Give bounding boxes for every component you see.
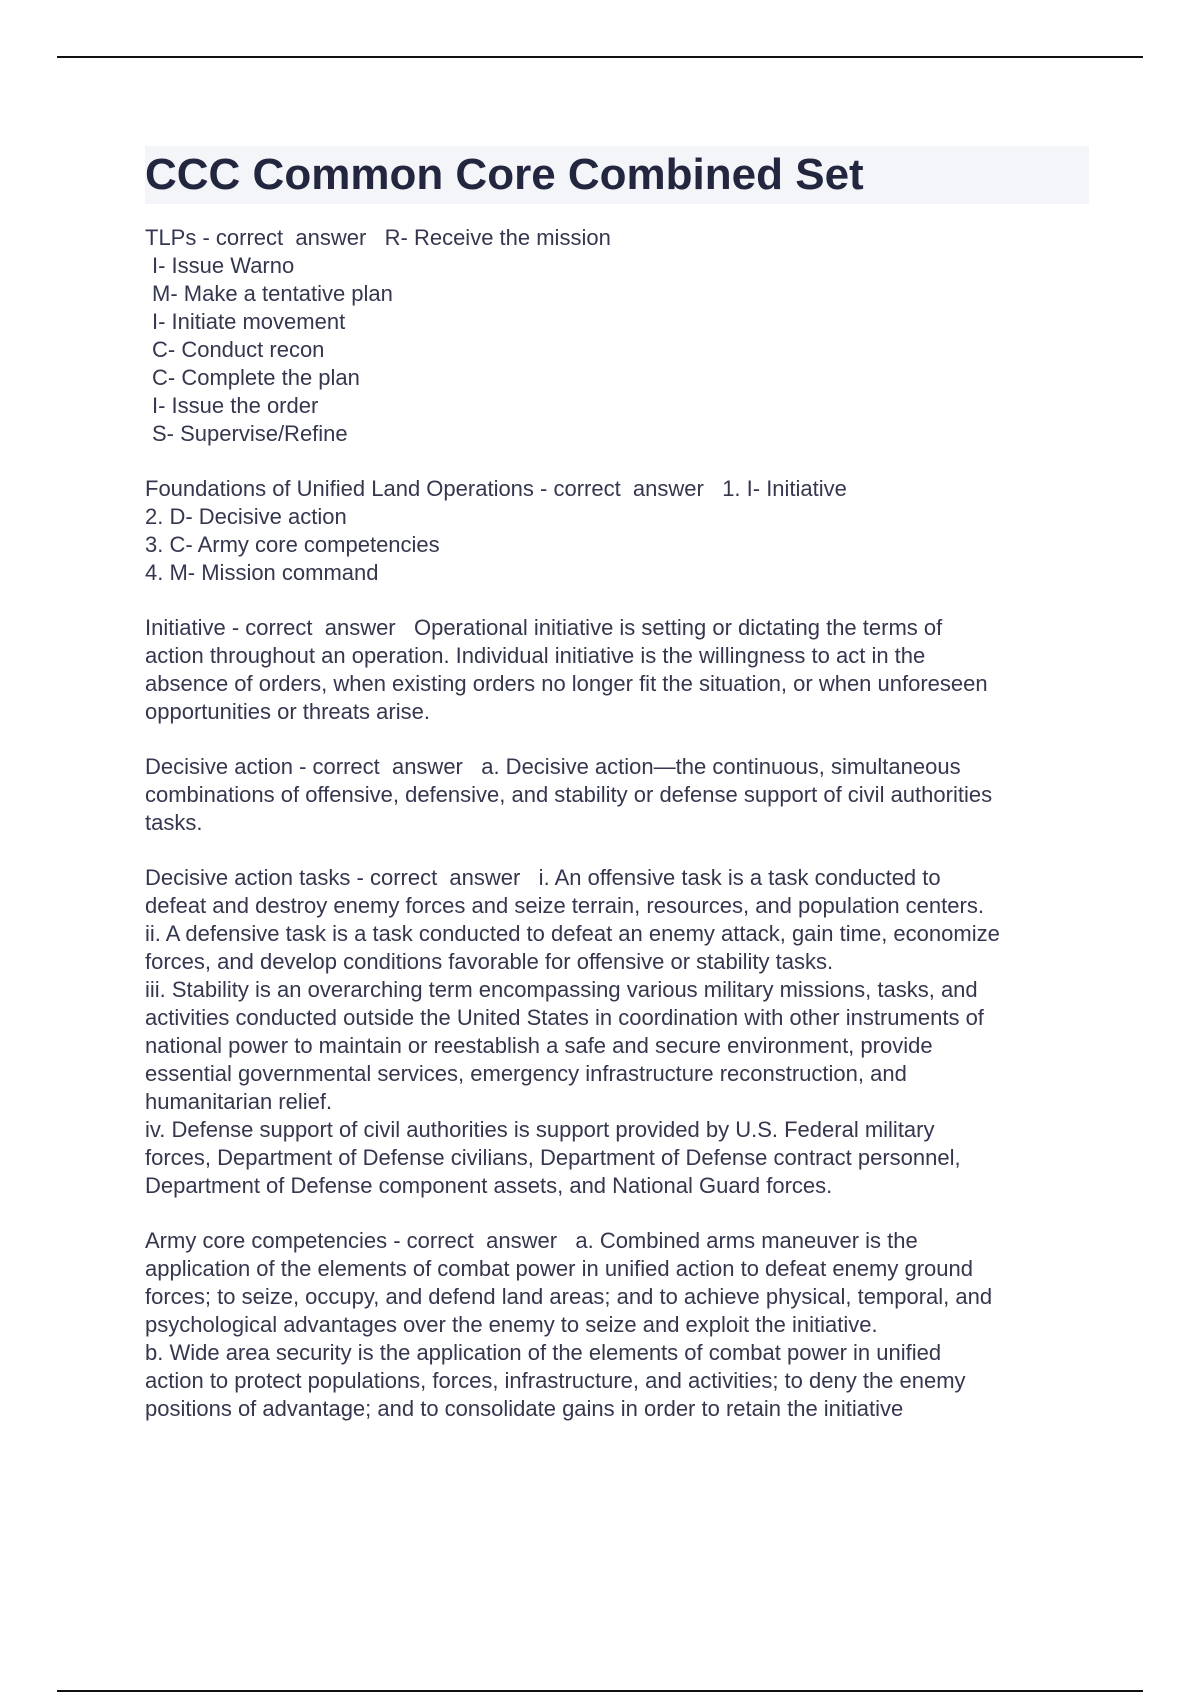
qa-entry-initiative bbox=[145, 614, 1089, 726]
qa-entry-tlps bbox=[145, 224, 1089, 448]
qa-entry-army-core-competencies bbox=[145, 1227, 1089, 1423]
entry-line: application of the elements of combat power in unified action to defeat enemy ground bbox=[145, 1256, 973, 1281]
qa-entry-decisive-action bbox=[145, 753, 1089, 837]
entry-line: Decisive action tasks - correct answer i. An offensive task is a task conducted to bbox=[145, 865, 941, 890]
entry-line: positions of advantage; and to consolidate gains in order to retain the initiative bbox=[145, 1396, 904, 1421]
qa-entry-decisive-action-tasks bbox=[145, 864, 1089, 1200]
entry-line: Foundations of Unified Land Operations - correct answer 1. I- Initiative bbox=[145, 476, 847, 501]
entry-line: 4. M- Mission command bbox=[145, 560, 379, 585]
bottom-rule bbox=[57, 1690, 1143, 1692]
entry-line: Decisive action - correct answer a. Decisive action—the continuous, simultaneous bbox=[145, 754, 961, 779]
entry-line: psychological advantages over the enemy to seize and exploit the initiative. bbox=[145, 1312, 878, 1337]
entry-line: combinations of offensive, defensive, and stability or defense support of civil authorities bbox=[145, 782, 993, 807]
entry-line: Department of Defense component assets, and National Guard forces. bbox=[145, 1173, 833, 1198]
document-title: CCC Common Core Combined Set bbox=[145, 146, 1089, 204]
entry-line: 2. D- Decisive action bbox=[145, 504, 347, 529]
entry-line: S- Supervise/Refine bbox=[152, 421, 348, 446]
entry-line: iii. Stability is an overarching term encompassing various military missions, tasks, and bbox=[145, 977, 978, 1002]
entry-line: ii. A defensive task is a task conducted to defeat an enemy attack, gain time, economize bbox=[145, 921, 1000, 946]
entry-line: forces; to seize, occupy, and defend land areas; and to achieve physical, temporal, and bbox=[145, 1284, 993, 1309]
entry-line: defeat and destroy enemy forces and seize terrain, resources, and population centers. bbox=[145, 893, 984, 918]
entry-line: I- Initiate movement bbox=[152, 309, 346, 334]
entry-line: humanitarian relief. bbox=[145, 1089, 333, 1114]
entry-line: action throughout an operation. Individual initiative is the willingness to act in the bbox=[145, 643, 926, 668]
entry-line: iv. Defense support of civil authorities is support provided by U.S. Federal military bbox=[145, 1117, 935, 1142]
entry-line: essential governmental services, emergency infrastructure reconstruction, and bbox=[145, 1061, 907, 1086]
entry-line: I- Issue the order bbox=[152, 393, 319, 418]
entry-line: action to protect populations, forces, infrastructure, and activities; to deny the enemy bbox=[145, 1368, 966, 1393]
entry-line: Initiative - correct answer Operational initiative is setting or dictating the terms of bbox=[145, 615, 943, 640]
entry-line: TLPs - correct answer R- Receive the mission bbox=[145, 225, 611, 250]
entry-line: national power to maintain or reestablish a safe and secure environment, provide bbox=[145, 1033, 933, 1058]
top-rule bbox=[57, 56, 1143, 58]
entry-line: activities conducted outside the United States in coordination with other instruments of bbox=[145, 1005, 984, 1030]
entry-line: opportunities or threats arise. bbox=[145, 699, 430, 724]
entry-line: forces, Department of Defense civilians, Department of Defense contract personnel, bbox=[145, 1145, 961, 1170]
entry-line: b. Wide area security is the application of the elements of combat power in unified bbox=[145, 1340, 942, 1365]
entry-line: tasks. bbox=[145, 810, 203, 835]
document-body bbox=[145, 146, 1089, 1450]
entry-line: C- Conduct recon bbox=[152, 337, 325, 362]
entry-line: absence of orders, when existing orders no longer fit the situation, or when unforeseen bbox=[145, 671, 988, 696]
entry-line: Army core competencies - correct answer a. Combined arms maneuver is the bbox=[145, 1228, 918, 1253]
entry-line: 3. C- Army core competencies bbox=[145, 532, 440, 557]
entry-line: M- Make a tentative plan bbox=[152, 281, 393, 306]
entry-line: I- Issue Warno bbox=[152, 253, 295, 278]
entry-line: C- Complete the plan bbox=[152, 365, 360, 390]
entry-line: forces, and develop conditions favorable for offensive or stability tasks. bbox=[145, 949, 834, 974]
qa-entry-foundations bbox=[145, 475, 1089, 587]
